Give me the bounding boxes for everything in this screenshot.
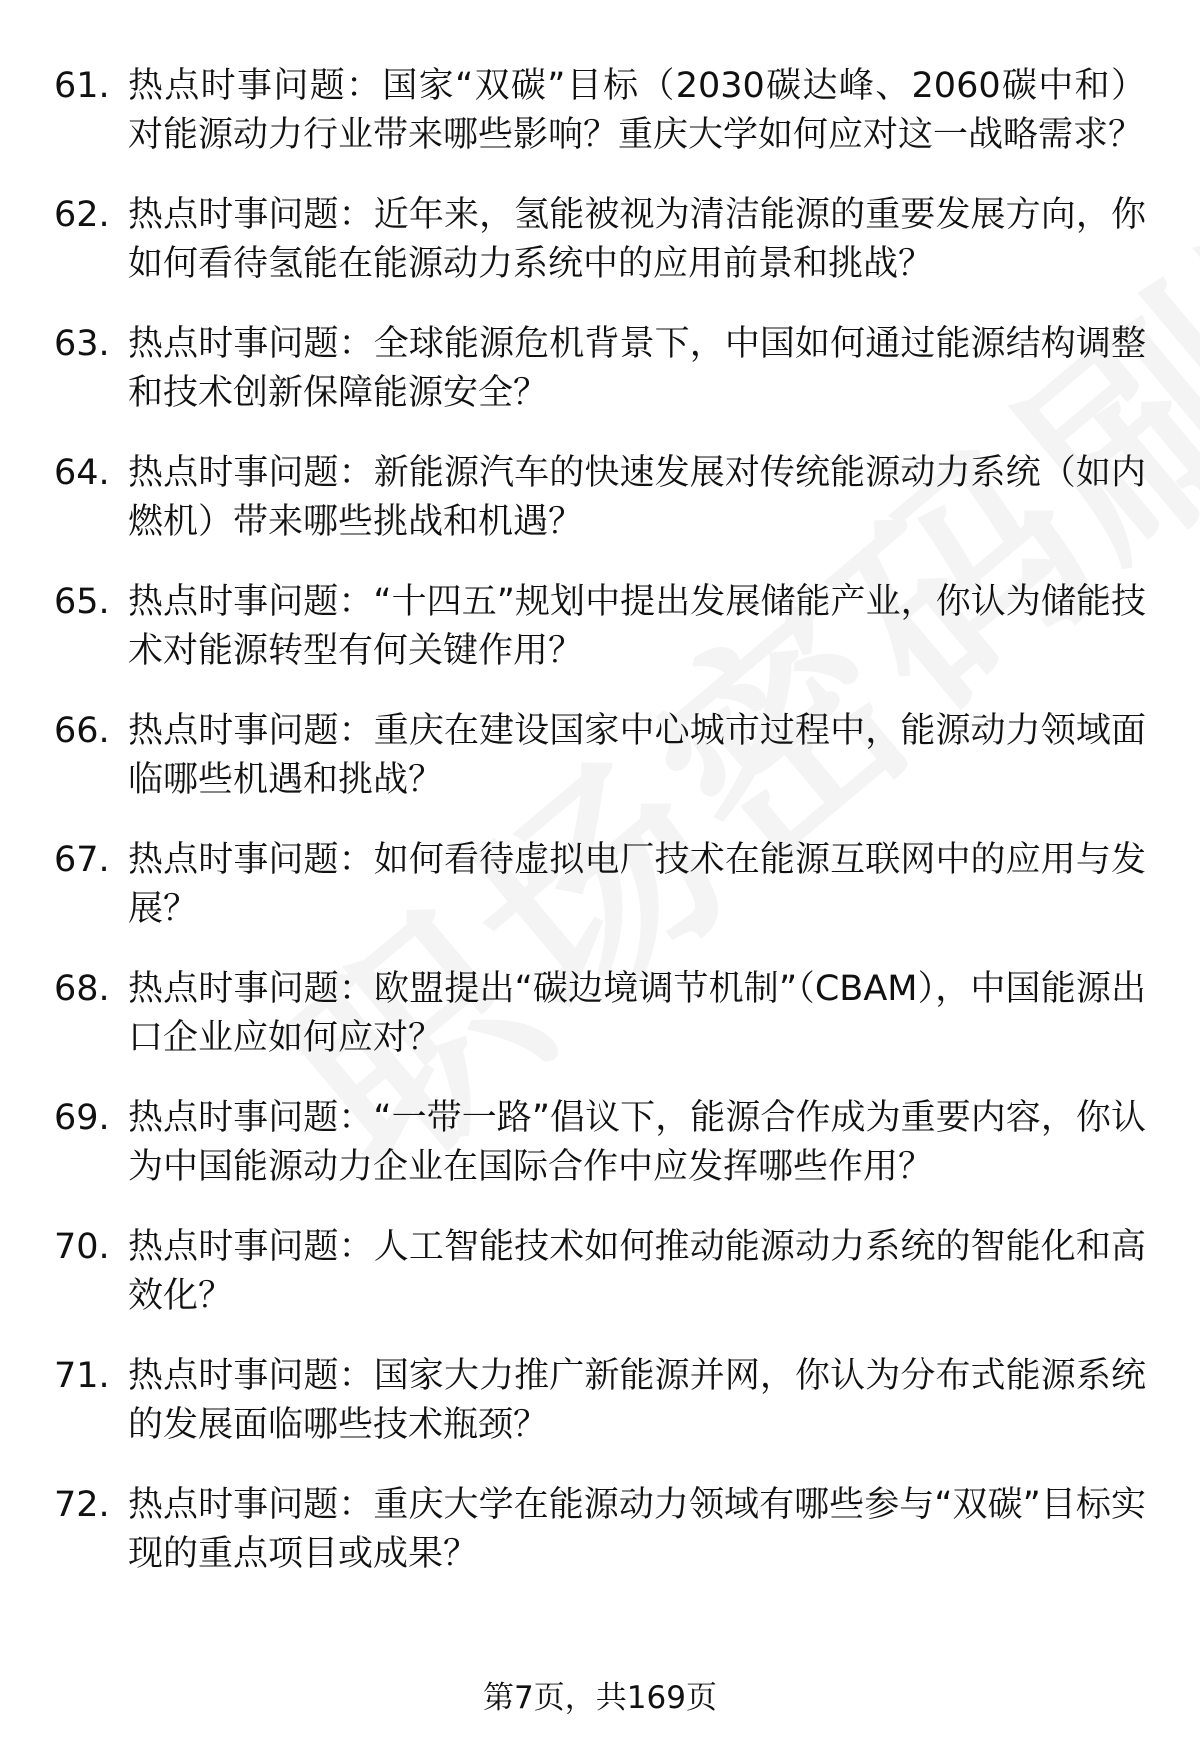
question-item bbox=[54, 707, 1146, 805]
question-item bbox=[54, 1094, 1146, 1192]
question-item bbox=[54, 1481, 1146, 1579]
question-number: 66. bbox=[54, 711, 110, 751]
question-text: 热点时事问题：近年来，氢能被视为清洁能源的重要发展方向，你如何看待氢能在能源动力系统中的应用前景和挑战？ bbox=[128, 195, 1146, 284]
question-number: 67. bbox=[54, 840, 110, 880]
question-number: 61. bbox=[54, 66, 110, 106]
question-text: 热点时事问题：国家“双碳”目标（2030碳达峰、2060碳中和）对能源动力行业带来哪些影响？重庆大学如何应对这一战略需求？ bbox=[128, 66, 1146, 155]
question-number: 63. bbox=[54, 324, 110, 364]
question-number: 62. bbox=[54, 195, 110, 235]
question-item bbox=[54, 1223, 1146, 1321]
question-item bbox=[54, 191, 1146, 289]
question-number: 65. bbox=[54, 582, 110, 622]
question-list bbox=[54, 62, 1146, 1610]
question-item bbox=[54, 449, 1146, 547]
question-text: 热点时事问题：欧盟提出“碳边境调节机制”（CBAM），中国能源出口企业应如何应对？ bbox=[128, 969, 1146, 1058]
question-text: 热点时事问题：重庆在建设国家中心城市过程中，能源动力领域面临哪些机遇和挑战？ bbox=[128, 711, 1146, 800]
question-number: 71. bbox=[54, 1356, 110, 1396]
question-item bbox=[54, 62, 1146, 160]
page-footer bbox=[0, 1678, 1200, 1718]
question-number: 69. bbox=[54, 1098, 110, 1138]
question-item bbox=[54, 836, 1146, 934]
question-text: 热点时事问题：新能源汽车的快速发展对传统能源动力系统（如内燃机）带来哪些挑战和机遇？ bbox=[128, 453, 1146, 542]
question-text: 热点时事问题：国家大力推广新能源并网，你认为分布式能源系统的发展面临哪些技术瓶颈？ bbox=[128, 1356, 1146, 1445]
question-number: 70. bbox=[54, 1227, 110, 1267]
question-text: 热点时事问题：如何看待虚拟电厂技术在能源互联网中的应用与发展？ bbox=[128, 840, 1146, 929]
question-number: 64. bbox=[54, 453, 110, 493]
question-text: 热点时事问题：全球能源危机背景下，中国如何通过能源结构调整和技术创新保障能源安全？ bbox=[128, 324, 1146, 413]
question-item bbox=[54, 578, 1146, 676]
page-number-label: 第7页，共169页 bbox=[483, 1680, 717, 1716]
question-item bbox=[54, 1352, 1146, 1450]
question-text: 热点时事问题：重庆大学在能源动力领域有哪些参与“双碳”目标实现的重点项目或成果？ bbox=[128, 1485, 1146, 1574]
question-item bbox=[54, 320, 1146, 418]
question-number: 68. bbox=[54, 969, 110, 1009]
question-number: 72. bbox=[54, 1485, 110, 1525]
question-text: 热点时事问题：“十四五”规划中提出发展储能产业，你认为储能技术对能源转型有何关键作用？ bbox=[128, 582, 1146, 671]
question-text: 热点时事问题：“一带一路”倡议下，能源合作成为重要内容，你认为中国能源动力企业在国际合作中应发挥哪些作用？ bbox=[128, 1098, 1146, 1187]
question-text: 热点时事问题：人工智能技术如何推动能源动力系统的智能化和高效化？ bbox=[128, 1227, 1146, 1316]
question-item bbox=[54, 965, 1146, 1063]
